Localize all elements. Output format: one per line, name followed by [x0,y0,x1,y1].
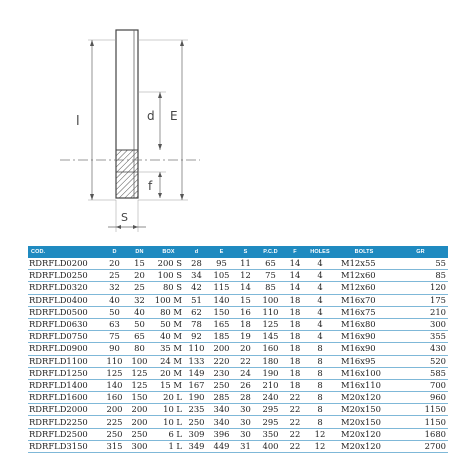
cell-holes: 8 [305,379,335,391]
col-header-bolts: BOLTS [335,246,393,258]
cell-DN: 150 [127,392,152,404]
cell-box: 10 L [152,404,185,416]
cell-gr: 1150 [393,416,448,428]
table-body [28,258,448,453]
cell-bolts: M16x75 [335,306,393,318]
cell-E: 250 [208,379,235,391]
table-row [28,306,448,318]
col-header-DN: DN [127,246,152,258]
table-row [28,355,448,367]
cell-D: 315 [102,440,127,452]
cell-F: 22 [285,416,305,428]
cell-gr: 2700 [393,440,448,452]
dim-f-label: f [148,179,153,193]
cell-d: 42 [185,282,208,294]
cell-box: 50 M [152,318,185,330]
cell-pcd: 75 [256,270,285,282]
cell-S: 30 [235,416,256,428]
cell-box: 20 M [152,367,185,379]
cell-D: 225 [102,416,127,428]
cell-pcd: 240 [256,392,285,404]
col-header-E: E [208,246,235,258]
cell-bolts: M16x90 [335,331,393,343]
cell-F: 18 [285,306,305,318]
cell-E: 200 [208,343,235,355]
cell-E: 396 [208,428,235,440]
cell-DN: 80 [127,343,152,355]
cell-holes: 8 [305,355,335,367]
cell-code: RDRFLD3150 [28,440,102,452]
cell-E: 340 [208,404,235,416]
table-row [28,440,448,452]
cell-d: 51 [185,294,208,306]
cell-holes: 4 [305,270,335,282]
cell-E: 150 [208,306,235,318]
table-row [28,343,448,355]
cell-DN: 300 [127,440,152,452]
table-header-row [28,246,448,258]
cell-code: RDRFLD1250 [28,367,102,379]
cell-S: 18 [235,318,256,330]
cell-d: 92 [185,331,208,343]
cell-pcd: 180 [256,355,285,367]
cell-D: 90 [102,343,127,355]
cell-E: 165 [208,318,235,330]
cell-F: 14 [285,282,305,294]
cell-holes: 8 [305,343,335,355]
cell-DN: 15 [127,258,152,270]
cell-holes: 8 [305,392,335,404]
cell-gr: 300 [393,318,448,330]
cell-S: 24 [235,367,256,379]
dim-S-label: S [121,211,128,224]
cell-E: 230 [208,367,235,379]
cell-box: 15 M [152,379,185,391]
cell-gr: 1150 [393,404,448,416]
cell-holes: 4 [305,258,335,270]
cell-pcd: 85 [256,282,285,294]
cell-bolts: M16x80 [335,318,393,330]
cell-S: 11 [235,258,256,270]
cell-box: 80 S [152,282,185,294]
cell-S: 19 [235,331,256,343]
table-row [28,294,448,306]
table-row [28,404,448,416]
col-header-S: S [235,246,256,258]
cell-box: 20 L [152,392,185,404]
cell-S: 12 [235,270,256,282]
cell-DN: 100 [127,355,152,367]
cell-pcd: 400 [256,440,285,452]
cell-holes: 12 [305,440,335,452]
cell-DN: 40 [127,306,152,318]
cell-D: 40 [102,294,127,306]
cell-F: 14 [285,258,305,270]
cell-bolts: M12x60 [335,282,393,294]
cell-D: 75 [102,331,127,343]
cell-d: 309 [185,428,208,440]
cell-DN: 25 [127,282,152,294]
dim-E-label: E [170,109,178,123]
cell-gr: 85 [393,270,448,282]
flange-spec-table [28,246,448,453]
cell-box: 100 M [152,294,185,306]
cell-gr: 210 [393,306,448,318]
cell-gr: 585 [393,367,448,379]
cell-code: RDRFLD0630 [28,318,102,330]
cell-D: 50 [102,306,127,318]
cell-pcd: 190 [256,367,285,379]
cell-S: 30 [235,428,256,440]
cell-E: 449 [208,440,235,452]
cell-F: 18 [285,318,305,330]
cell-box: 100 S [152,270,185,282]
cell-F: 22 [285,404,305,416]
table-row [28,318,448,330]
cell-F: 22 [285,428,305,440]
cell-d: 110 [185,343,208,355]
cell-E: 115 [208,282,235,294]
cell-F: 22 [285,440,305,452]
col-header-pcd: P.C.D [256,246,285,258]
cell-d: 235 [185,404,208,416]
cell-E: 220 [208,355,235,367]
cell-pcd: 110 [256,306,285,318]
cell-code: RDRFLD2250 [28,416,102,428]
cell-E: 105 [208,270,235,282]
table-row [28,379,448,391]
cell-bolts: M16x100 [335,367,393,379]
cell-d: 167 [185,379,208,391]
cell-bolts: M12x55 [335,258,393,270]
cell-d: 133 [185,355,208,367]
col-header-d: d [185,246,208,258]
cell-code: RDRFLD0200 [28,258,102,270]
cell-box: 35 M [152,343,185,355]
cell-S: 26 [235,379,256,391]
cell-D: 160 [102,392,127,404]
cell-holes: 4 [305,306,335,318]
cell-F: 18 [285,379,305,391]
cell-E: 185 [208,331,235,343]
col-header-box: BOX [152,246,185,258]
table-row [28,392,448,404]
cell-bolts: M20x120 [335,440,393,452]
cell-E: 140 [208,294,235,306]
table-row [28,331,448,343]
cell-DN: 50 [127,318,152,330]
cell-DN: 20 [127,270,152,282]
cell-d: 190 [185,392,208,404]
table-row [28,270,448,282]
cell-E: 285 [208,392,235,404]
cell-gr: 55 [393,258,448,270]
cell-F: 18 [285,355,305,367]
cell-pcd: 210 [256,379,285,391]
cell-bolts: M20x120 [335,428,393,440]
cell-D: 140 [102,379,127,391]
cell-pcd: 100 [256,294,285,306]
cell-bolts: M16x90 [335,343,393,355]
table-row [28,258,448,270]
cell-pcd: 145 [256,331,285,343]
cell-pcd: 65 [256,258,285,270]
cell-F: 18 [285,331,305,343]
cell-F: 14 [285,270,305,282]
cell-d: 349 [185,440,208,452]
cell-D: 20 [102,258,127,270]
cell-code: RDRFLD1400 [28,379,102,391]
cell-S: 14 [235,282,256,294]
cell-F: 18 [285,294,305,306]
cell-gr: 700 [393,379,448,391]
cell-bolts: M12x60 [335,270,393,282]
cell-holes: 12 [305,428,335,440]
cell-code: RDRFLD0250 [28,270,102,282]
cell-d: 62 [185,306,208,318]
cell-gr: 355 [393,331,448,343]
cell-gr: 520 [393,355,448,367]
table-row [28,282,448,294]
cell-F: 18 [285,343,305,355]
cell-S: 31 [235,440,256,452]
cell-gr: 960 [393,392,448,404]
cell-d: 250 [185,416,208,428]
cell-S: 28 [235,392,256,404]
cell-DN: 200 [127,404,152,416]
cell-gr: 120 [393,282,448,294]
cell-S: 22 [235,355,256,367]
cell-bolts: M16x95 [335,355,393,367]
cell-DN: 200 [127,416,152,428]
cell-D: 25 [102,270,127,282]
cell-gr: 175 [393,294,448,306]
cell-box: 24 M [152,355,185,367]
cell-DN: 125 [127,367,152,379]
table-row [28,428,448,440]
cell-bolts: M16x110 [335,379,393,391]
cell-d: 34 [185,270,208,282]
cell-code: RDRFLD0400 [28,294,102,306]
cell-DN: 250 [127,428,152,440]
cell-DN: 125 [127,379,152,391]
cell-DN: 32 [127,294,152,306]
cell-holes: 8 [305,404,335,416]
cell-holes: 4 [305,294,335,306]
cell-F: 18 [285,367,305,379]
cell-S: 30 [235,404,256,416]
cell-code: RDRFLD2000 [28,404,102,416]
cell-code: RDRFLD1600 [28,392,102,404]
cell-box: 6 L [152,428,185,440]
cell-code: RDRFLD0900 [28,343,102,355]
cell-box: 10 L [152,416,185,428]
cell-box: 80 M [152,306,185,318]
col-header-F: F [285,246,305,258]
col-header-D: D [102,246,127,258]
cell-D: 110 [102,355,127,367]
cell-gr: 430 [393,343,448,355]
cell-pcd: 160 [256,343,285,355]
cell-D: 32 [102,282,127,294]
dim-l-label: l [76,114,80,129]
cell-S: 15 [235,294,256,306]
cell-code: RDRFLD1100 [28,355,102,367]
cell-S: 16 [235,306,256,318]
cell-holes: 4 [305,282,335,294]
cell-pcd: 295 [256,404,285,416]
cell-code: RDRFLD0750 [28,331,102,343]
cell-d: 28 [185,258,208,270]
cell-holes: 8 [305,367,335,379]
cell-code: RDRFLD0320 [28,282,102,294]
cell-D: 250 [102,428,127,440]
col-header-holes: HOLES [305,246,335,258]
col-header-cod: COD. [28,246,102,258]
cell-holes: 4 [305,331,335,343]
cell-pcd: 125 [256,318,285,330]
cell-code: RDRFLD0500 [28,306,102,318]
col-header-gr: GR [393,246,448,258]
cell-E: 95 [208,258,235,270]
table-row [28,367,448,379]
cell-d: 149 [185,367,208,379]
cell-D: 63 [102,318,127,330]
cell-D: 200 [102,404,127,416]
cell-bolts: M20x120 [335,392,393,404]
cell-gr: 1680 [393,428,448,440]
flange-section-hatch [116,150,138,198]
table-row [28,416,448,428]
cell-S: 20 [235,343,256,355]
cell-code: RDRFLD2500 [28,428,102,440]
cell-E: 340 [208,416,235,428]
cell-pcd: 295 [256,416,285,428]
cell-bolts: M20x150 [335,416,393,428]
cell-holes: 8 [305,416,335,428]
cell-DN: 65 [127,331,152,343]
cell-holes: 4 [305,318,335,330]
cell-box: 200 S [152,258,185,270]
dim-d-label: d [147,109,155,123]
cell-F: 22 [285,392,305,404]
cell-pcd: 350 [256,428,285,440]
cell-bolts: M20x150 [335,404,393,416]
cell-d: 78 [185,318,208,330]
cell-D: 125 [102,367,127,379]
cell-bolts: M16x70 [335,294,393,306]
cell-box: 1 L [152,440,185,452]
cell-box: 40 M [152,331,185,343]
